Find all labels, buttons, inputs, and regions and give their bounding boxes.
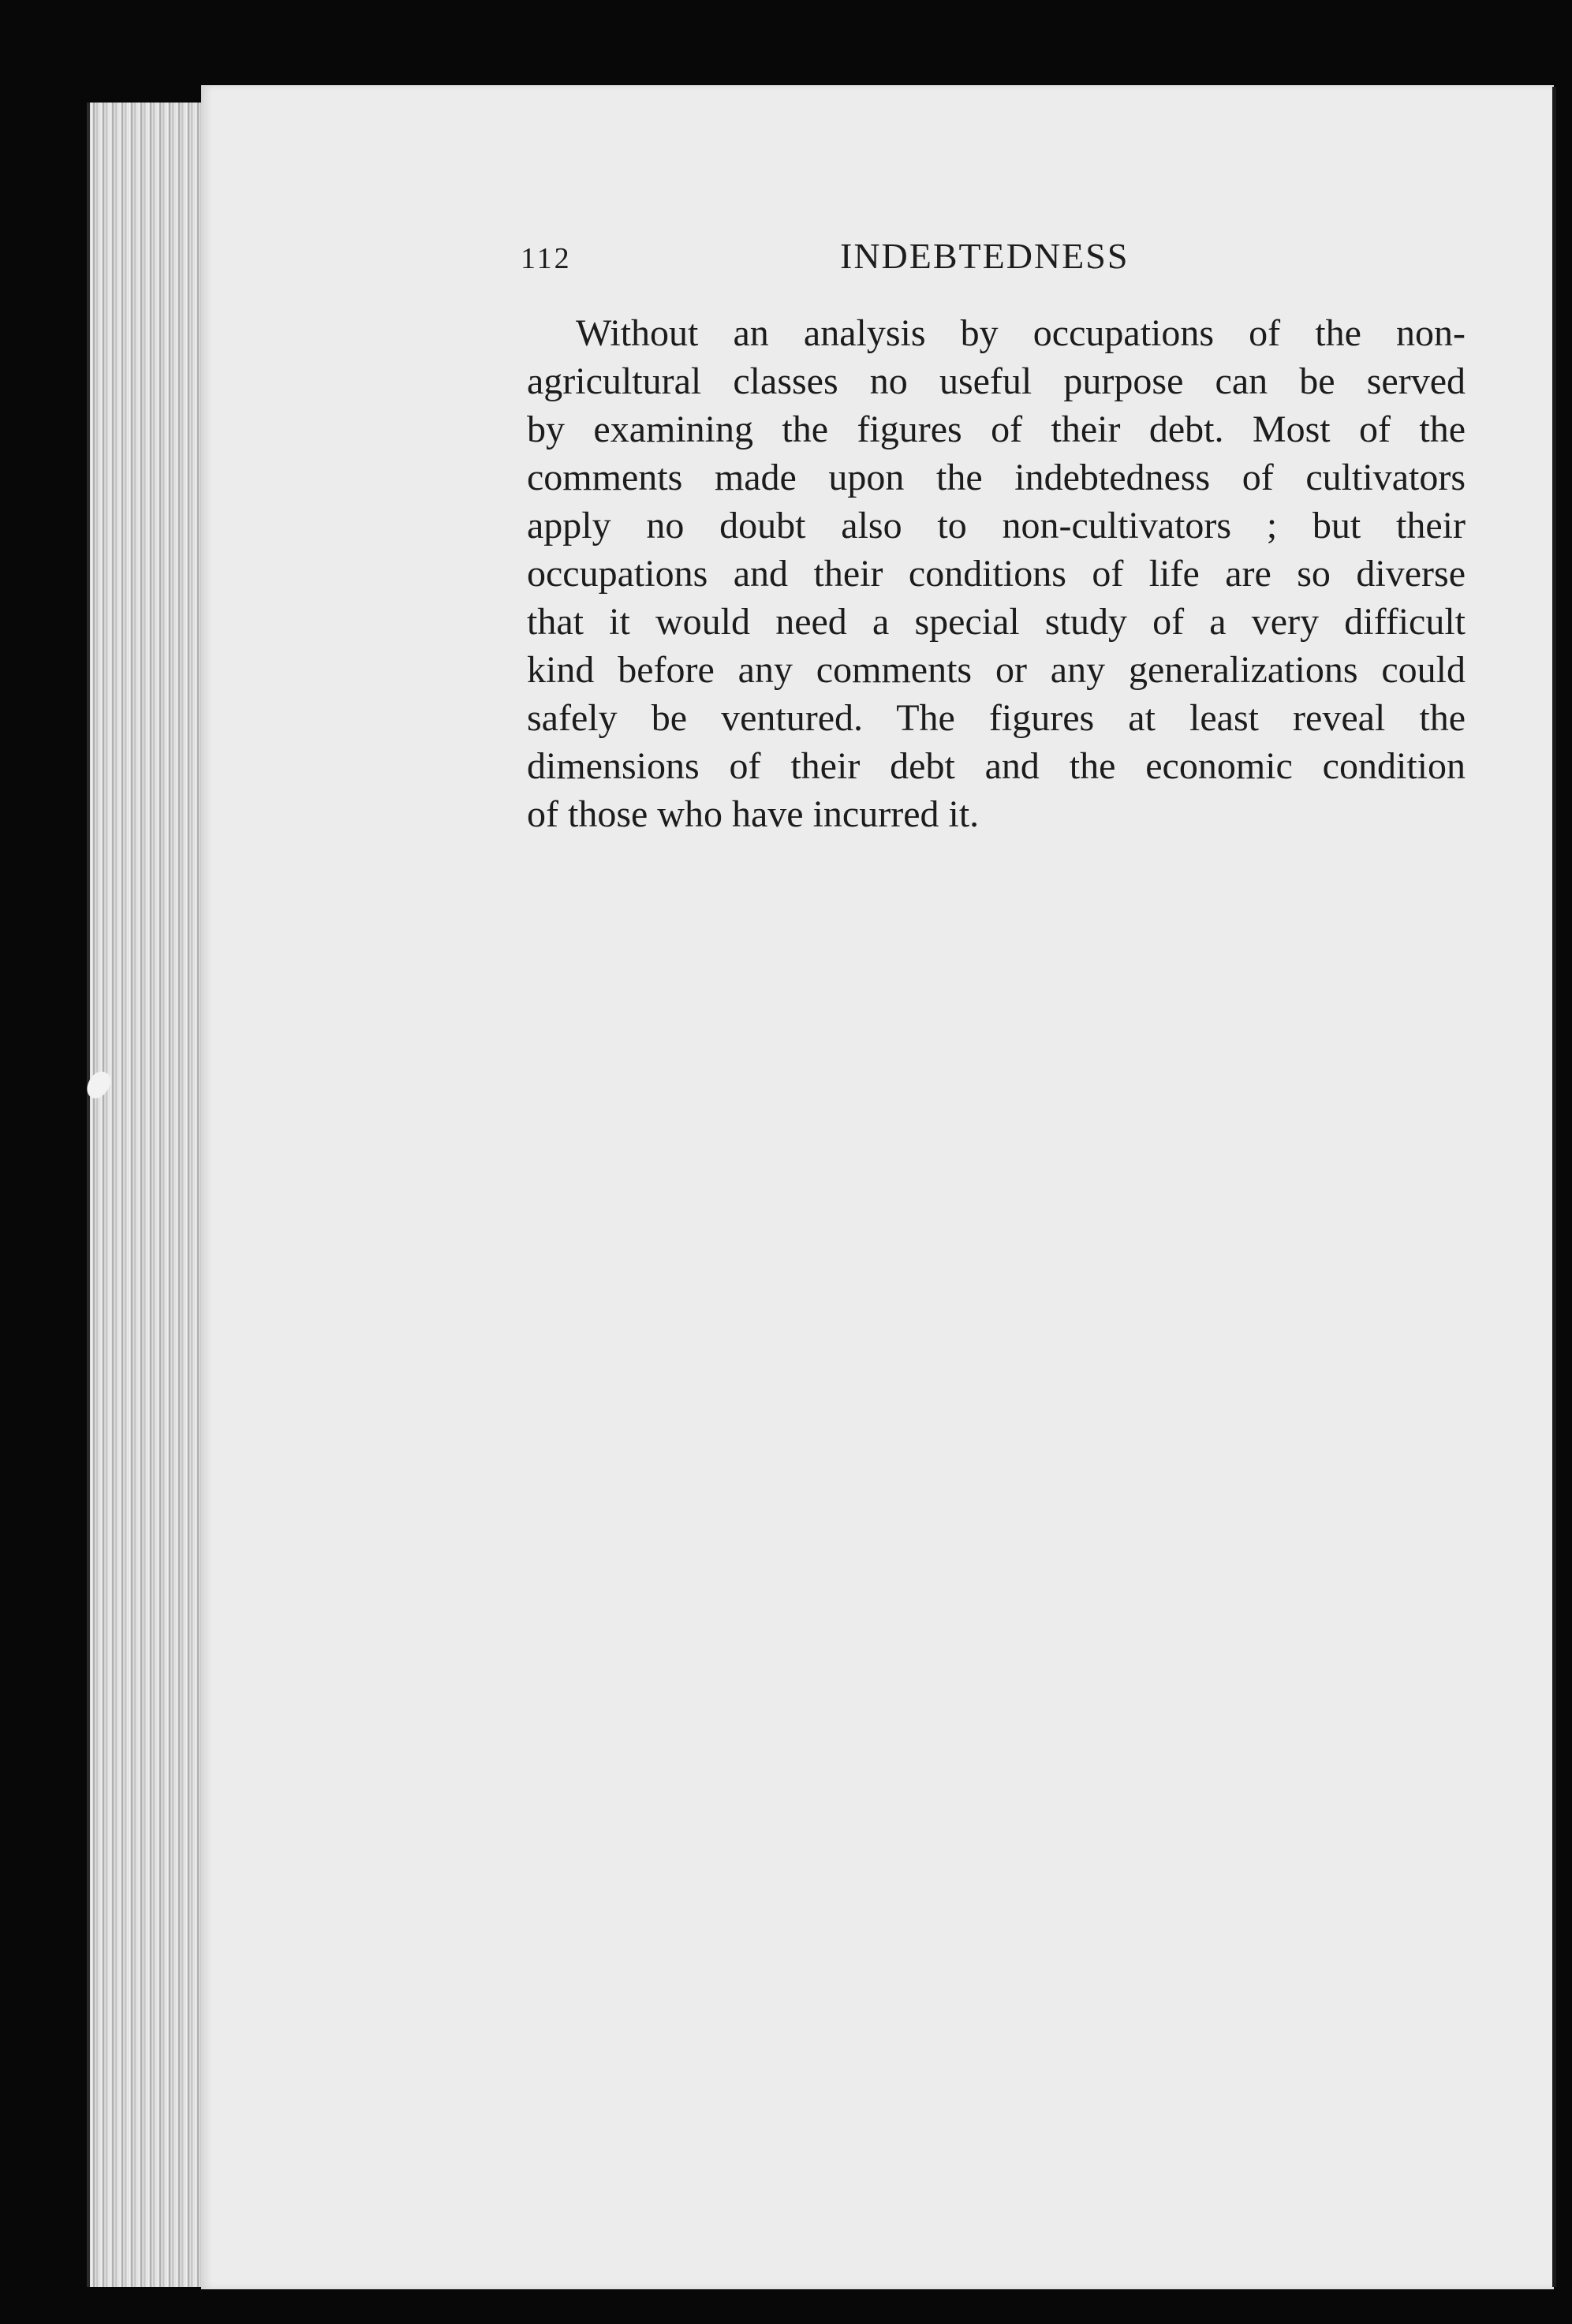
paragraph-line: occupations and their conditions of life are so diverse [527, 553, 1466, 595]
paragraph-line: agricultural classes no useful purpose can be served [527, 360, 1466, 402]
running-head [521, 235, 1467, 290]
paragraph-line: dimensions of their debt and the economic condition [527, 745, 1466, 787]
page-number: 112 [521, 242, 572, 275]
paragraph-line: kind before any comments or any generalizations could [527, 649, 1466, 691]
paragraph-line: Without an analysis by occupations of the non- [576, 312, 1466, 354]
body-paragraph [527, 309, 1466, 838]
paragraph-line: of those who have incurred it. [527, 793, 980, 835]
paragraph-line: that it would need a special study of a very difficult [527, 601, 1466, 643]
running-head-title: INDEBTEDNESS [840, 236, 1130, 276]
page-border [1552, 87, 1556, 2287]
paragraph-line: comments made upon the indebtedness of cultivators [527, 457, 1466, 498]
paragraph-line: apply no doubt also to non-cultivators ; but their [527, 505, 1466, 546]
paragraph-line: by examining the figures of their debt. Most of the [527, 408, 1466, 450]
paragraph-line: safely be ventured. The figures at least reveal the [527, 697, 1466, 739]
